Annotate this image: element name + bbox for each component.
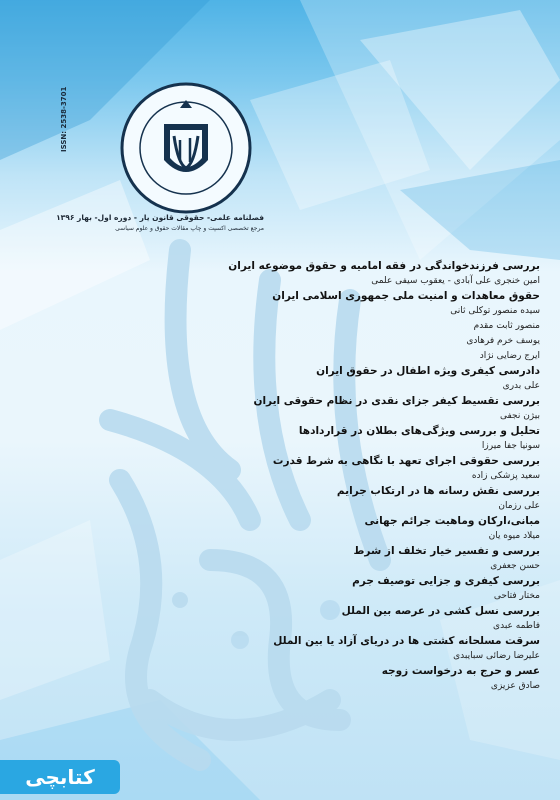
article-author: امین خنجری علی آبادی - یعقوب سیفی علمی [371,276,540,286]
article-title: بررسی فرزندخواندگی در فقه امامیه و حقوق موضوعه ایران [228,260,540,272]
journal-issue-line: فصلنامه علمی- حقوقی قانون یار - دوره اول- بهار ۱۳۹۶ [56,213,264,222]
article-title: سرقت مسلحانه کشتی ها در دریای آزاد یا بین الملل [273,635,540,647]
article-author: علی بدری [502,381,540,391]
table-of-contents [140,259,540,694]
article-title: مبانی،ارکان وماهیت جرائم جهانی [364,515,540,527]
journal-subtitle: مرجع تخصصی اکسپت و چاپ مقالات حقوق و علوم سیاسی [115,225,264,232]
journal-info [56,212,264,233]
article-title: دادرسی کیفری ویژه اطفال در حقوق ایران [316,365,540,377]
article-author: سیده منصور توکلی ثانی [450,306,540,316]
article-title: بررسی کیفری و جزایی توصیف جرم [352,575,540,587]
article-title: بررسی حقوقی اجرای تعهد با نگاهی به شرط قدرت [272,455,540,467]
article-title: بررسی نسل کشی در عرصه بین الملل [341,605,540,617]
publisher-badge[interactable]: کتابچی [0,760,120,794]
article-author: سعید پزشکی زاده [471,471,540,481]
article-author: علی رزمان [498,501,540,511]
article-author: بیژن نجفی [499,411,540,421]
article-author: فاطمه عبدی [493,621,540,631]
article-author: حسن جعفری [490,561,540,571]
article-author: سونیا جفا میرزا [481,441,540,451]
article-author: یوسف خرم فرهادی [466,336,540,346]
article-author: ایرج رضایی نژاد [479,351,540,361]
article-title: بررسی تقسیط کیفر جزای نقدی در نظام حقوقی ایران [253,395,540,407]
article-author: صادق عزیزی [490,681,540,691]
article-title: عسر و حرج به درخواست زوجه [381,665,540,677]
article-title: بررسی نقش رسانه ها در ارتکاب جرایم [336,485,540,497]
article-title: تحلیل و بررسی ویژگی‌های بطلان در قراردادها [298,425,540,437]
journal-logo [118,80,254,216]
article-author: علیرضا رضائی سبایبدی [453,651,540,661]
article-title: حقوق معاهدات و امنیت ملی جمهوری اسلامی ایران [272,290,540,302]
article-author: منصور ثابت مقدم [473,321,540,331]
article-author: میلاد میوه یان [488,531,540,541]
article-author: مختار فتاحی [493,591,540,601]
issn-number: ISSN: 2538-3701 [60,86,68,152]
article-title: بررسی و تفسیر خیار تخلف از شرط [353,545,540,557]
logo-emblem-icon [118,80,254,216]
